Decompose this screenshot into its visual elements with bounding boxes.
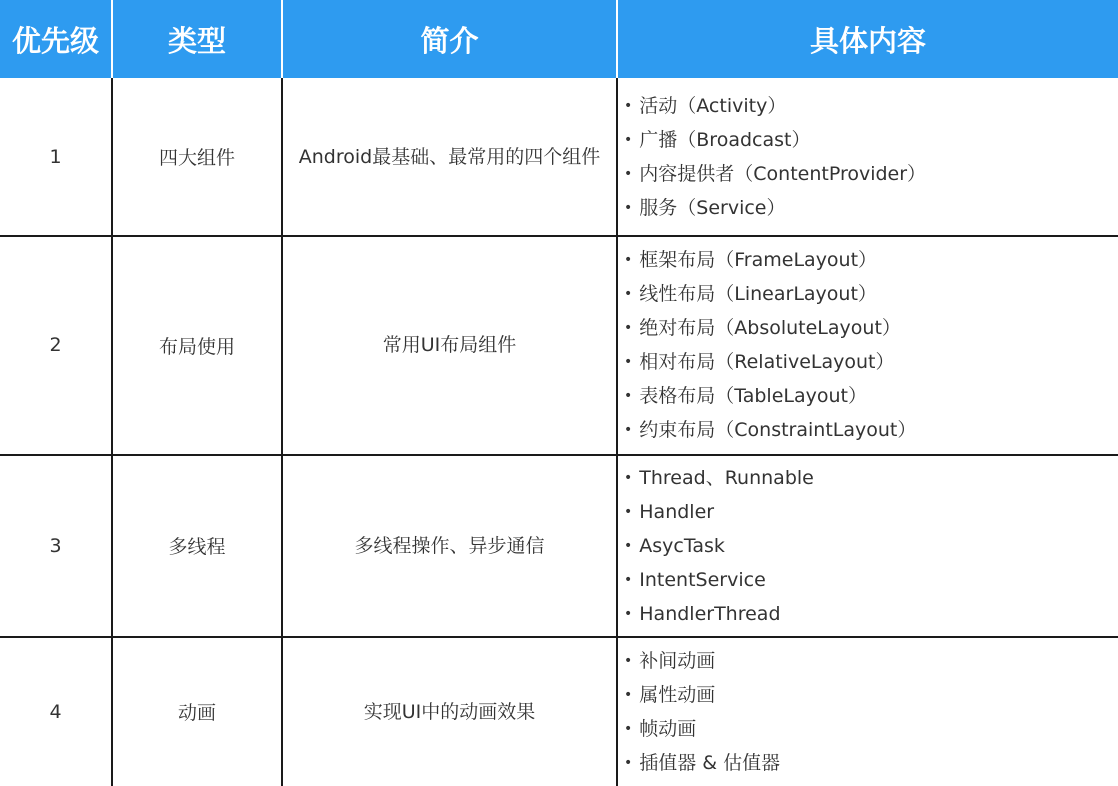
header-intro: 简介 — [283, 0, 618, 78]
list-item — [624, 495, 814, 529]
header-content: 具体内容 — [809, 23, 926, 58]
list-item — [624, 644, 780, 678]
list-item — [624, 746, 780, 780]
content-list — [624, 243, 916, 447]
list-item-text: 表格布局（TableLayout） — [639, 385, 867, 407]
list-item-text: 服务（Service） — [639, 196, 786, 219]
table-row — [0, 78, 1118, 235]
bullet-icon: • — [624, 199, 633, 216]
list-item — [624, 191, 926, 225]
list-item — [624, 461, 814, 495]
list-item-text: Thread、Runnable — [639, 466, 814, 489]
bullet-icon: • — [624, 354, 633, 370]
bullet-icon: • — [624, 720, 633, 737]
list-item — [624, 529, 814, 563]
bullet-icon: • — [624, 388, 633, 404]
bullet-icon: • — [624, 537, 633, 554]
bullet-icon: • — [624, 165, 633, 182]
row-intro-text: 多线程操作、异步通信 — [354, 534, 545, 557]
list-item — [624, 379, 916, 413]
list-item — [624, 311, 916, 345]
row-type: 动画 — [113, 637, 283, 786]
row-type: 布局使用 — [113, 236, 283, 454]
row-intro — [283, 236, 618, 454]
bullet-icon: • — [624, 131, 633, 148]
row-content — [618, 78, 1118, 235]
bullet-icon: • — [624, 652, 633, 669]
list-item-text: 补间动画 — [639, 649, 716, 672]
row-intro — [283, 78, 618, 235]
bullet-icon: • — [624, 422, 633, 438]
list-item-text: HandlerThread — [639, 602, 781, 625]
list-item — [624, 678, 780, 712]
list-item-text: 相对布局（RelativeLayout） — [639, 351, 895, 373]
bullet-icon: • — [624, 754, 633, 771]
list-item-text: 内容提供者（ContentProvider） — [639, 162, 927, 185]
list-item — [624, 413, 916, 447]
list-item-text: 帧动画 — [639, 717, 697, 740]
header-type: 类型 — [113, 0, 283, 78]
row-intro-text: 实现UI中的动画效果 — [363, 700, 536, 723]
list-item — [624, 157, 926, 191]
list-item — [624, 123, 926, 157]
list-item-text: 属性动画 — [639, 683, 716, 706]
table-row — [0, 236, 1118, 454]
list-item-text: AsycTask — [639, 534, 725, 557]
row-intro — [283, 455, 618, 636]
list-item — [624, 345, 916, 379]
list-item-text: 框架布局（FrameLayout） — [639, 249, 878, 271]
list-item-text: 活动（Activity） — [639, 94, 787, 117]
row-priority: 4 — [0, 637, 113, 786]
bullet-icon: • — [624, 469, 633, 486]
list-item — [624, 712, 780, 746]
bullet-icon: • — [624, 320, 633, 336]
table-row — [0, 637, 1118, 786]
list-item-text: 绝对布局（AbsoluteLayout） — [639, 317, 901, 339]
list-item-text: Handler — [639, 500, 715, 523]
table-row — [0, 455, 1118, 636]
list-item — [624, 597, 814, 631]
row-priority: 2 — [0, 236, 113, 454]
row-content — [618, 236, 1118, 454]
list-item — [624, 243, 916, 277]
list-item-text: 插值器 & 估值器 — [639, 751, 781, 774]
list-item — [624, 277, 916, 311]
content-list — [624, 461, 814, 631]
bullet-icon: • — [624, 686, 633, 703]
row-content — [618, 455, 1118, 636]
list-item — [624, 563, 814, 597]
row-intro-text: Android最基础、最常用的四个组件 — [298, 145, 601, 168]
row-intro-text: 常用UI布局组件 — [382, 334, 517, 356]
list-item — [624, 89, 926, 123]
row-intro — [283, 637, 618, 786]
list-item-text: 广播（Broadcast） — [639, 128, 811, 151]
list-item-text: 线性布局（LinearLayout） — [639, 283, 877, 305]
row-content — [618, 637, 1118, 786]
header-priority: 优先级 — [0, 0, 113, 78]
bullet-icon: • — [624, 605, 633, 622]
list-item-text: IntentService — [639, 568, 766, 591]
content-list — [624, 644, 780, 780]
row-priority: 1 — [0, 78, 113, 235]
content-list — [624, 89, 926, 225]
row-type: 四大组件 — [113, 78, 283, 235]
bullet-icon: • — [624, 571, 633, 588]
bullet-icon: • — [624, 97, 633, 114]
list-item-text: 约束布局（ConstraintLayout） — [639, 419, 917, 441]
bullet-icon: • — [624, 286, 633, 302]
row-type: 多线程 — [113, 455, 283, 636]
table-header — [0, 0, 1118, 78]
row-priority: 3 — [0, 455, 113, 636]
bullet-icon: • — [624, 503, 633, 520]
bullet-icon: • — [624, 252, 633, 268]
